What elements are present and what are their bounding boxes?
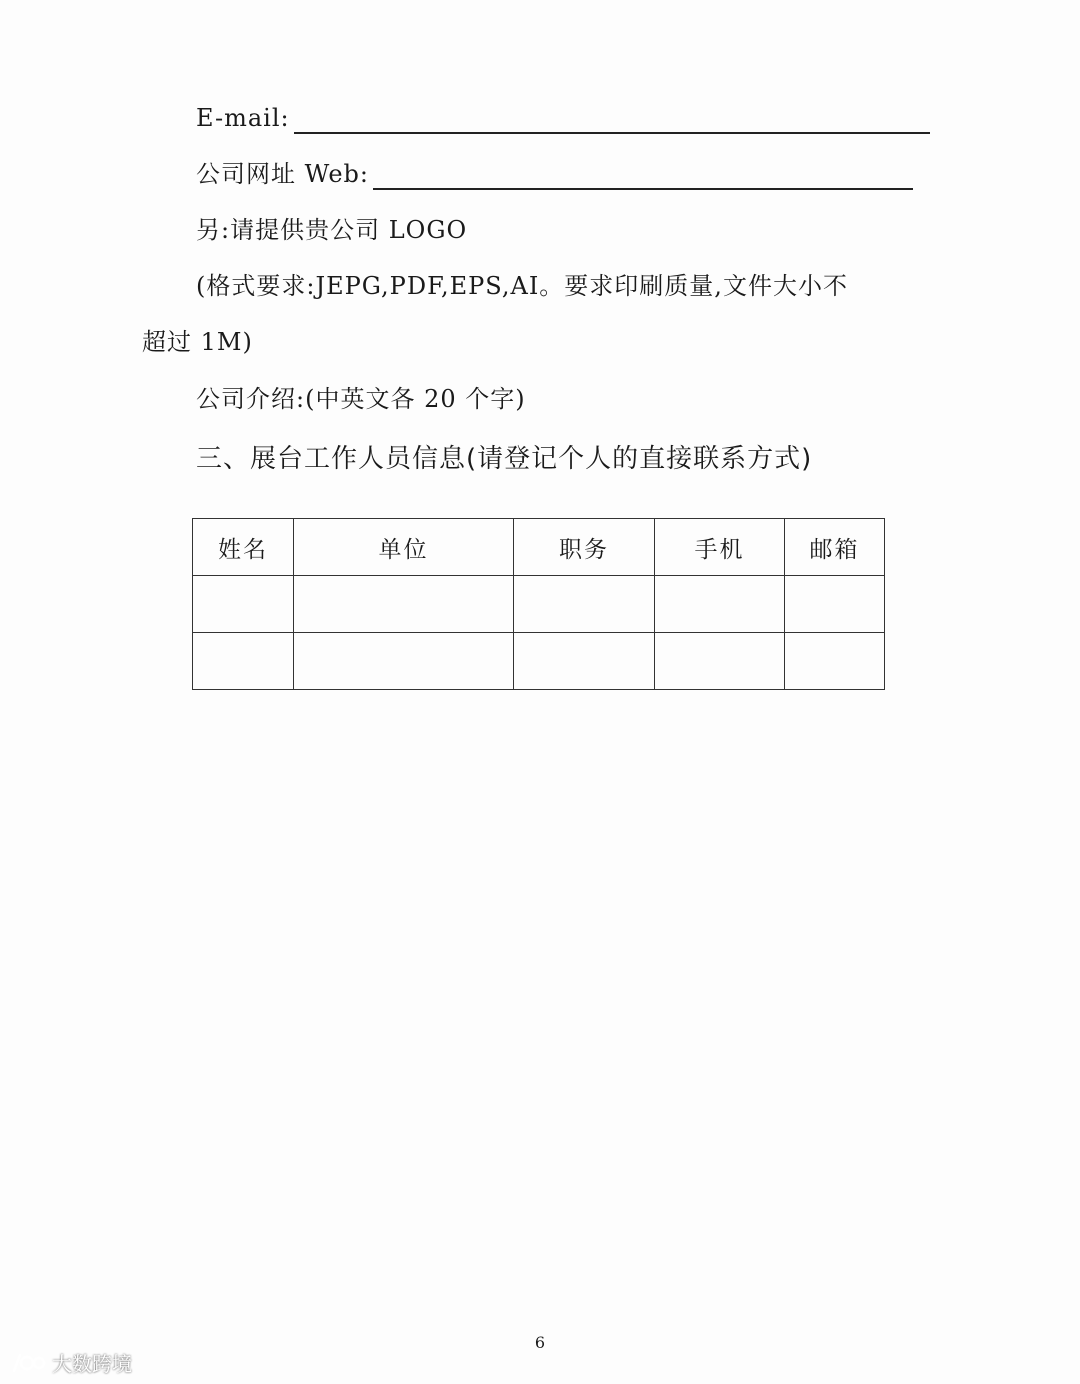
company-intro-line: 公司介绍:(中英文各 20 个字) (196, 385, 526, 413)
logo-format-line: (格式要求:JEPG,PDF,EPS,AI。要求印刷质量,文件大小不 (196, 272, 848, 300)
header-email: 邮箱 (785, 519, 885, 576)
email-blank-line[interactable] (294, 110, 930, 134)
table-cell[interactable] (785, 633, 885, 690)
watermark (10, 1348, 132, 1377)
logo-size-line: 超过 1M) (142, 328, 253, 356)
section-3-heading: 三、展台工作人员信息(请登记个人的直接联系方式) (196, 444, 813, 474)
table-header-row (193, 519, 885, 576)
email-label: E-mail: (196, 104, 290, 132)
table-cell[interactable] (193, 633, 294, 690)
header-name: 姓名 (193, 519, 294, 576)
table-cell[interactable] (655, 576, 785, 633)
logo-request-line: 另:请提供贵公司 LOGO (196, 216, 468, 244)
header-mobile: 手机 (655, 519, 785, 576)
watermark-logo-icon (10, 1351, 46, 1375)
table-cell[interactable] (294, 576, 514, 633)
header-position: 职务 (514, 519, 655, 576)
table-cell[interactable] (294, 633, 514, 690)
table-row (193, 576, 885, 633)
website-field-row (196, 158, 913, 190)
table-cell[interactable] (193, 576, 294, 633)
table-row (193, 633, 885, 690)
staff-info-table (192, 518, 885, 690)
email-field-row (196, 102, 930, 134)
table-cell[interactable] (514, 633, 655, 690)
table-cell[interactable] (785, 576, 885, 633)
website-blank-line[interactable] (373, 166, 913, 190)
page-number: 6 (534, 1333, 546, 1352)
watermark-text: 大数跨境 (52, 1352, 132, 1376)
header-company: 单位 (294, 519, 514, 576)
table-cell[interactable] (655, 633, 785, 690)
website-label: 公司网址 Web: (196, 160, 369, 188)
table-cell[interactable] (514, 576, 655, 633)
